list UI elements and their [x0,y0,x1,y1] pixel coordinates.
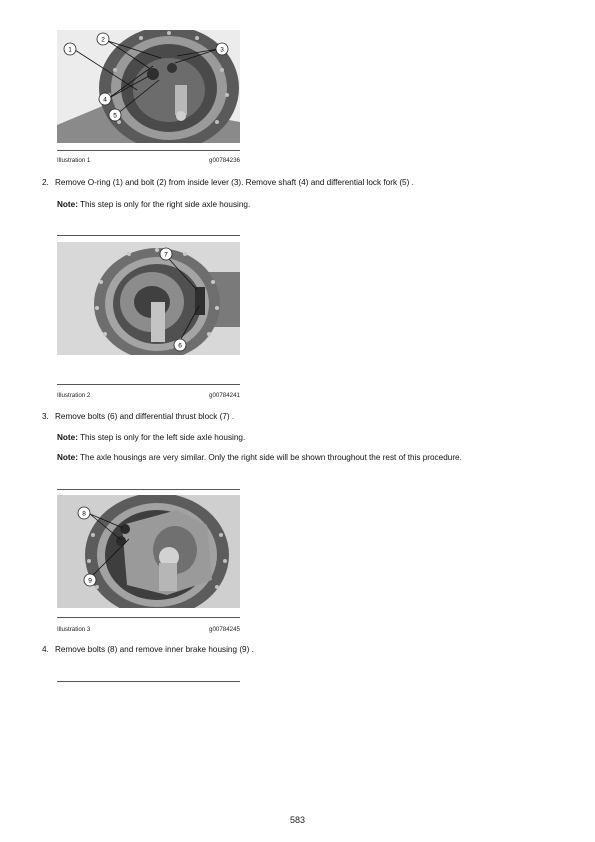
illustration-2-code: g00784241 [209,392,240,399]
svg-text:2: 2 [101,36,105,44]
illustration-1-caption: Illustration 1 [57,157,91,164]
callout-6 [174,339,186,351]
svg-text:5: 5 [113,112,117,120]
note-2 [57,433,245,442]
illustration-2-rule [57,384,240,385]
note-1 [57,200,250,209]
step-text: Remove bolts (6) and differential thrust block (7) . [55,412,235,421]
step-number: 3. [42,412,49,421]
illustration-3-top-rule [57,489,240,490]
note-text: This step is only for the left side axle housing. [77,433,246,442]
step-number: 4. [42,645,49,654]
step-4 [42,645,254,654]
note-text: This step is only for the right side axle housing. [77,200,251,209]
note-label: Note: [57,453,78,462]
callout-4 [99,93,111,105]
callout-2 [97,33,109,45]
svg-text:9: 9 [88,577,92,585]
step-text: Remove O-ring (1) and bolt (2) from inside lever (3). Remove shaft (4) and differential lock fork (5) . [55,178,414,187]
illustration-2-photo [57,242,240,355]
page-number: 583 [289,815,306,825]
callout-8 [78,507,90,519]
note-3 [57,453,462,462]
svg-text:8: 8 [82,510,86,518]
illustration-2-top-rule [57,235,240,236]
step-number: 2. [42,178,49,187]
note-label: Note: [57,200,78,209]
svg-text:7: 7 [164,251,168,259]
illustration-1-rule [57,150,240,151]
callout-1 [64,43,76,55]
callout-9 [84,574,96,586]
illustration-1-code: g00784236 [209,157,240,164]
svg-text:1: 1 [68,46,72,54]
illustration-3-rule [57,617,240,618]
illustration-4-top-rule [57,681,240,682]
illustration-3-caption: Illustration 3 [57,626,91,633]
callout-7 [160,248,172,260]
illustration-3-code: g00784245 [209,626,240,633]
note-text: The axle housings are very similar. Only the right side will be shown throughout the rest of this procedure. [77,453,462,462]
svg-text:3: 3 [220,46,224,54]
callout-5 [109,109,121,121]
step-2 [42,178,414,187]
note-label: Note: [57,433,78,442]
illustration-1-photo [57,30,240,143]
svg-text:4: 4 [103,96,107,104]
callout-3 [216,43,228,55]
svg-text:6: 6 [178,342,182,350]
illustration-3-photo [57,495,240,608]
step-3 [42,412,234,421]
illustration-2-caption: Illustration 2 [57,392,91,399]
step-text: Remove bolts (8) and remove inner brake housing (9) . [55,645,254,654]
